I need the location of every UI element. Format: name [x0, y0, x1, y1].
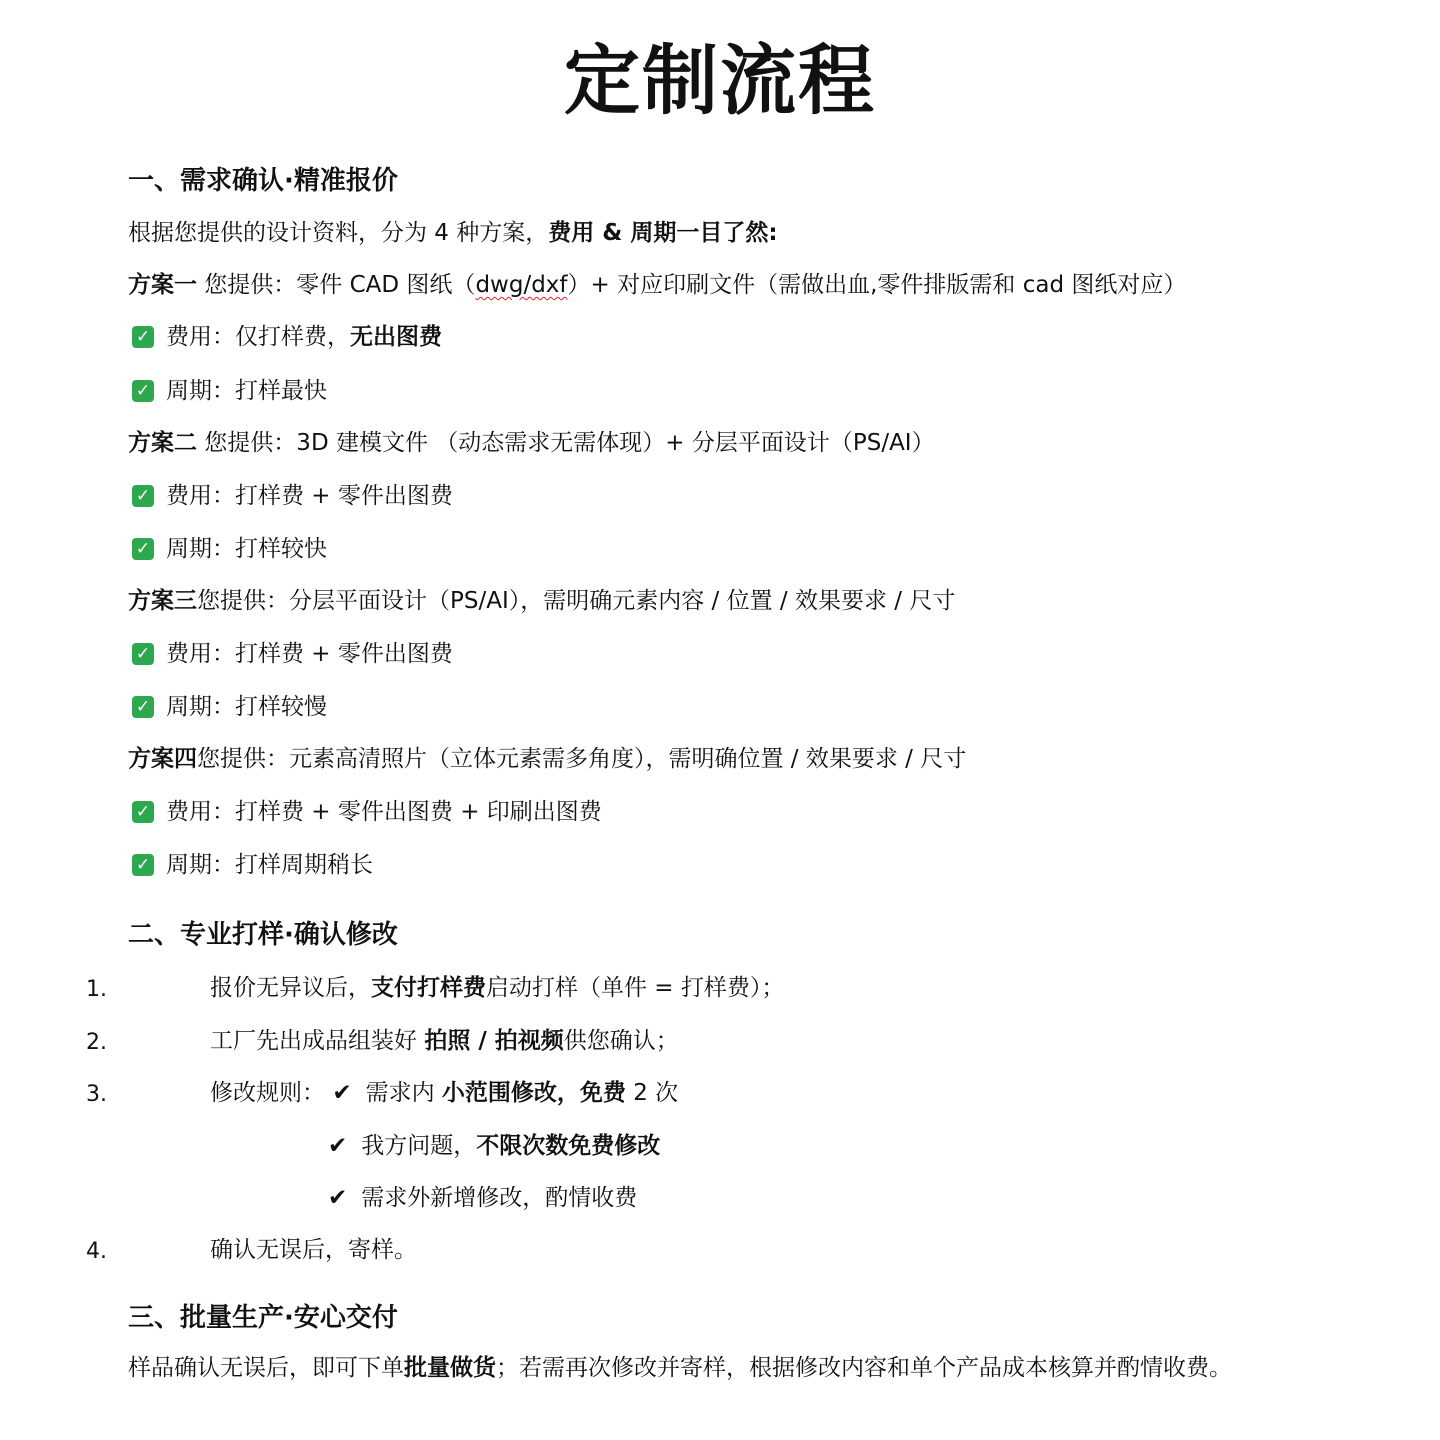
checkbox-icon: ✓: [132, 538, 154, 560]
checkbox-icon: ✓: [132, 696, 154, 718]
plan-3-desc: 方案三您提供：分层平面设计（PS/AI），需明确元素内容 / 位置 / 效果要求 / 尺寸: [128, 588, 956, 614]
step-1: 报价无异议后，支付打样费启动打样（单件 = 打样费）；: [210, 975, 785, 1001]
check-mark-icon: ✔: [328, 1185, 348, 1211]
section-1-intro: 根据您提供的设计资料，分为 4 种方案，费用 & 周期一目了然:: [128, 220, 778, 246]
list-number: 4.: [86, 1239, 107, 1264]
step-3-rule-3: ✔ 需求外新增修改，酌情收费: [328, 1185, 638, 1211]
plan-2-period: ✓ 周期：打样较快: [128, 534, 327, 564]
file-format: dwg/dxf: [475, 272, 568, 298]
list-number: 1.: [86, 977, 107, 1002]
plan-2-fee: ✓ 费用：打样费 + 零件出图费: [128, 481, 453, 511]
plan-1-period: ✓ 周期：打样最快: [128, 376, 327, 406]
plan-4-period: ✓ 周期：打样周期稍长: [128, 850, 373, 880]
step-3-rule-2: ✔ 我方问题，不限次数免费修改: [328, 1133, 661, 1159]
list-number: 3.: [86, 1082, 107, 1107]
plan-1-desc: 方案一 您提供：零件 CAD 图纸（dwg/dxf）+ 对应印刷文件（需做出血,零件排版需和 cad 图纸对应）: [128, 272, 1187, 298]
check-mark-icon: ✔: [332, 1080, 352, 1106]
checkbox-icon: ✓: [132, 801, 154, 823]
section-1-heading: 一、需求确认·精准报价: [128, 166, 398, 196]
step-2: 工厂先出成品组装好 拍照 / 拍视频供您确认；: [210, 1028, 679, 1054]
plan-4-desc: 方案四您提供：元素高清照片（立体元素需多角度），需明确位置 / 效果要求 / 尺寸: [128, 746, 967, 772]
section-3-text: 样品确认无误后，即可下单批量做货；若需再次修改并寄样，根据修改内容和单个产品成本核算并酌情收费。: [128, 1355, 1232, 1381]
plan-3-label: 方案三: [128, 588, 197, 614]
plan-2-desc: 方案二 您提供：3D 建模文件 （动态需求无需体现）+ 分层平面设计（PS/AI）: [128, 430, 935, 456]
plan-1-fee: ✓ 费用：仅打样费， 无出图费: [128, 322, 442, 352]
plan-4-fee: ✓ 费用：打样费 + 零件出图费 + 印刷出图费: [128, 797, 602, 827]
check-mark-icon: ✔: [328, 1133, 348, 1159]
step-4: 确认无误后，寄样。: [210, 1237, 417, 1263]
plan-1-label: 方案一: [128, 272, 197, 298]
checkbox-icon: ✓: [132, 643, 154, 665]
list-number: 2.: [86, 1030, 107, 1055]
checkbox-icon: ✓: [132, 854, 154, 876]
plan-4-label: 方案四: [128, 746, 197, 772]
section-2-heading: 二、专业打样·确认修改: [128, 920, 398, 950]
checkbox-icon: ✓: [132, 485, 154, 507]
section-3-heading: 三、批量生产·安心交付: [128, 1303, 398, 1333]
page-title: 定制流程: [564, 36, 876, 125]
step-3: 修改规则： ✔ 需求内 小范围修改，免费 2 次: [210, 1080, 679, 1106]
checkbox-icon: ✓: [132, 326, 154, 348]
plan-2-label: 方案二: [128, 430, 197, 456]
plan-3-period: ✓ 周期：打样较慢: [128, 692, 327, 722]
plan-3-fee: ✓ 费用：打样费 + 零件出图费: [128, 639, 453, 669]
checkbox-icon: ✓: [132, 380, 154, 402]
